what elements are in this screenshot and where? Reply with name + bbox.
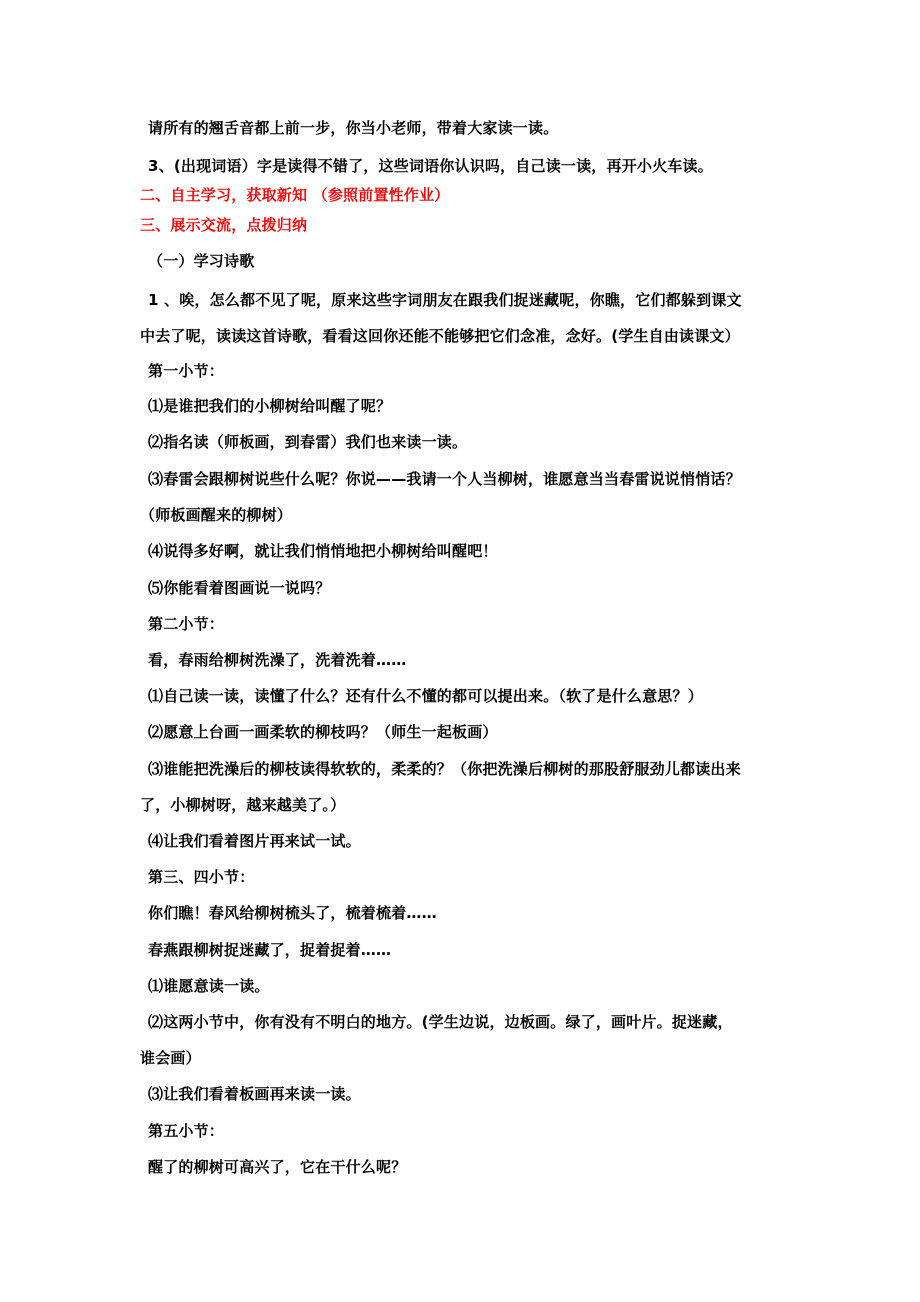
list-item: ⑴是谁把我们的小柳树给叫醒了呢？ xyxy=(148,397,392,415)
subsection-heading: （一）学习诗歌 xyxy=(148,252,255,270)
text-line: 你们瞧！春风给柳树梳头了，梳着梳着…… xyxy=(148,904,437,922)
list-item: ⑷说得多好啊，就让我们悄悄地把小柳树给叫醒吧！ xyxy=(148,542,498,560)
text-line: 醒了的柳树可高兴了，它在干什么呢？ xyxy=(148,1158,407,1176)
section-heading: 三、展示交流，点拨归纳 xyxy=(140,216,308,234)
list-item: ⑶让我们看着板画再来读一读。 xyxy=(148,1085,361,1103)
list-item: ⑷让我们看着图片再来试一试。 xyxy=(148,832,361,850)
text-line: 看，春雨给柳树洗澡了，洗着洗着…… xyxy=(148,651,407,669)
list-item: ⑵愿意上台画一画柔软的柳枝吗？（师生一起板画） xyxy=(148,723,498,741)
text-line: （师板画醒来的柳树） xyxy=(140,506,293,524)
section-label: 第三、四小节： xyxy=(148,868,255,886)
text-line: 中去了呢，读读这首诗歌，看看这回你还能不能够把它们念准，念好。(学生自由读课文） xyxy=(140,327,740,345)
text-line: 了，小柳树呀，越来越美了。） xyxy=(140,796,346,814)
list-item: ⑶春雷会跟柳树说些什么呢？你说——我请一个人当柳树，谁愿意当当春雷说说悄悄话？ xyxy=(148,470,741,488)
list-item: ⑶谁能把洗澡后的柳枝读得软软的，柔柔的？（你把洗澡后柳树的那股舒服劲儿都读出来 xyxy=(148,760,741,778)
text-line: 请所有的翘舌音都上前一步，你当小老师，带着大家读一读。 xyxy=(148,119,559,137)
text-line: 谁会画） xyxy=(140,1049,201,1067)
list-item: ⑵指名读（师板画，到春雷）我们也来读一读。 xyxy=(148,433,468,451)
text-line: 1 、唉，怎么都不见了呢，原来这些字词朋友在跟我们捉迷藏呢，你瞧，它们都躲到课文 xyxy=(148,291,742,309)
list-item: ⑵这两小节中，你有没有不明白的地方。(学生边说，边板画。绿了，画叶片。捉迷藏， xyxy=(148,1013,733,1031)
list-item: ⑸你能看着图画说一说吗？ xyxy=(148,579,331,597)
section-label: 第五小节： xyxy=(148,1122,225,1140)
list-item: ⑴谁愿意读一读。 xyxy=(148,977,270,995)
text-line: 春燕跟柳树捉迷藏了，捉着捉着…… xyxy=(148,941,392,959)
section-heading: 二、自主学习，获取新知 （参照前置性作业） xyxy=(140,186,450,204)
text-line: 3、(出现词语）字是读得不错了，这些词语你认识吗，自己读一读，再开小火车读。 xyxy=(148,157,713,175)
section-label: 第一小节： xyxy=(148,362,225,380)
section-label: 第二小节： xyxy=(148,615,225,633)
list-item: ⑴自己读一读，读懂了什么？还有什么不懂的都可以提出来。（软了是什么意思？） xyxy=(148,687,703,705)
